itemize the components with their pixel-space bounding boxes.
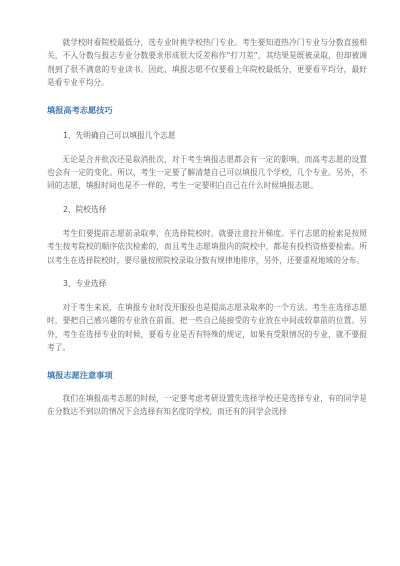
item1-body: 无论是合并批次还是取消批次，对于考生填报志愿都会有一定的影响，而高考志愿的设置也会有一定的变化。所以，考生一定要了解清楚自己可以填报几个学校，几个专业。另外，不同的志愿，填报时间也是不一样的，考生一定要明白自己在什么时候填报志愿。 <box>47 154 367 191</box>
item3-body: 对于考生来说，在填报专业时没开服投也是提高志愿录取率的一个方法。考生在选择志愿时，要把自己感兴趣的专业放在前面，把一些自己能接受的专业放在中间或较靠前的位置。另外，考生在选择专业的时候，要看专业是否有特殊的规定，如果有受限情况的专业，就不要报考了。 <box>47 303 367 353</box>
item2-body: 考生们要提前志愿前录取率，在选择院校时，就要注意拉开梯度。平行志愿的检索是按照考生按考院校的顺序依次检索的，而且考生志愿填报内的院校中，都是有投档资格要检索。所以考生在选择院校时，要尽量按照院校录取分数有规律地排序，另外，还要重视地域的分布。 <box>47 228 367 265</box>
item2-title: 2、院校选择 <box>63 204 107 214</box>
item3-title: 3、专业选择 <box>63 279 107 289</box>
document-page <box>47 36 367 419</box>
notes-body: 我们在填报高考志愿的时候，一定要考虑考研设置先选择学校还是选择专业，有的同学是在分数达不到以的情况下会选择有知名度的学校，而还有的同学会选择 <box>47 393 367 417</box>
item1-title: 1、先明确自己可以填报几个志愿 <box>63 130 176 140</box>
section-title-tips: 填报高考志愿技巧 <box>47 104 113 115</box>
intro-paragraph: 就学校时看院校最低分，选专业时挑学校热门专业。考生要知道热冷门专业与分数直接相关，不入分数与报志专业分数要求形成很大反差称作“打刀差”，其结果是既被录取，但却被调剂到了很不满意的专业读书。因此，填报志愿不仅要看上年院校最低分，更要看平均分，最好是看专业平均分。 <box>47 38 367 88</box>
section-title-notes: 填报志愿注意事项 <box>47 369 113 380</box>
